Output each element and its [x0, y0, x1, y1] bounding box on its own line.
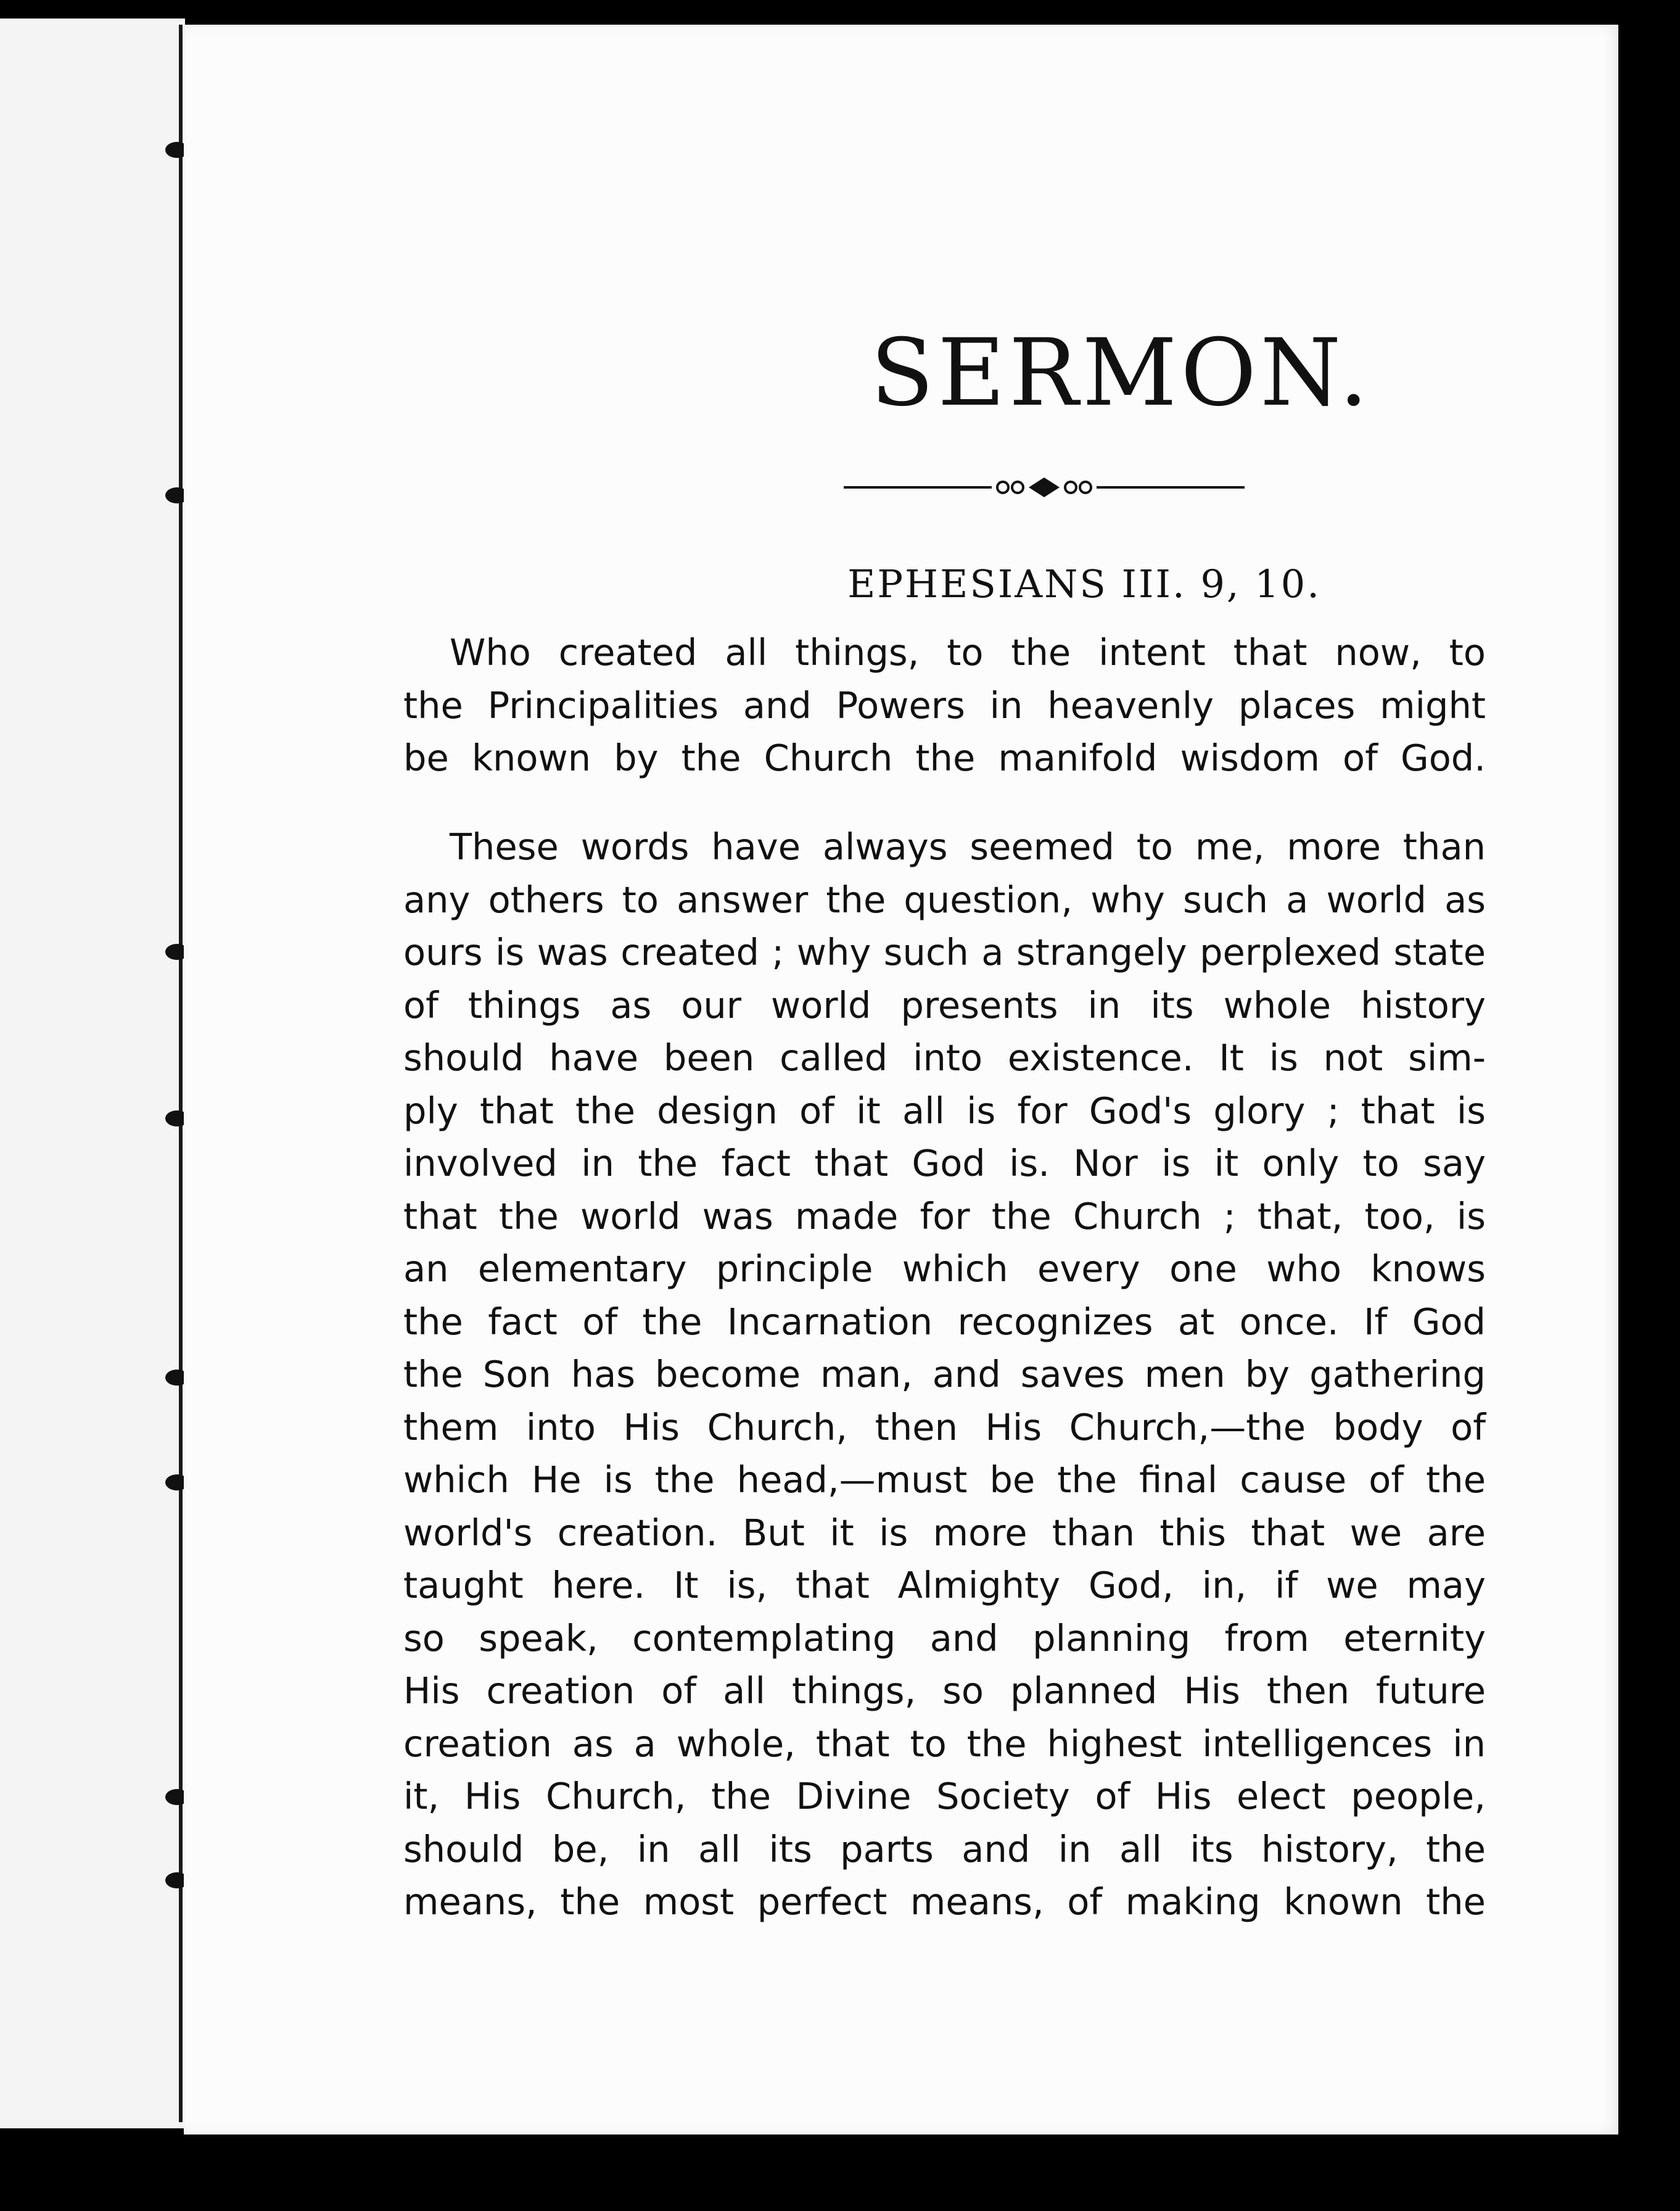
page-title: SERMON.: [870, 320, 1372, 427]
body-line: means, the most perfect means, of making known the: [403, 1880, 1486, 1923]
binding-gutter: [0, 19, 185, 2128]
sermon-body: [403, 820, 1486, 1928]
scripture-reference: EPHESIANS III. 9, 10.: [847, 561, 1321, 606]
verse-line: be known by the Church the manifold wisdom of God.: [403, 737, 1486, 779]
verse-line: Who created all things, to the intent that now, to: [450, 631, 1486, 674]
body-line: should have been called into existence. It is not sim-: [403, 1036, 1486, 1079]
body-line: taught here. It is, that Almighty God, in, if we may: [403, 1564, 1486, 1606]
body-line: any others to answer the question, why such a world as: [403, 878, 1486, 921]
binding-spine: [179, 25, 183, 2122]
verse-line: the Principalities and Powers in heavenly places might: [403, 684, 1486, 727]
verse-text: [403, 626, 1486, 785]
body-line: These words have always seemed to me, more than: [450, 825, 1486, 868]
body-line: of things as our world presents in its whole history: [403, 983, 1486, 1027]
ornament-divider: [844, 469, 1245, 506]
body-line: ours is was created ; why such a strangely perplexed state: [403, 931, 1486, 973]
body-line: His creation of all things, so planned His then future: [403, 1669, 1486, 1712]
body-line: should be, in all its parts and in all its history, the: [403, 1827, 1486, 1870]
book-page: [184, 25, 1618, 2135]
body-line: ply that the design of it all is for God's glory ; that is: [403, 1089, 1486, 1132]
body-line: world's creation. But it is more than this that we are: [403, 1511, 1486, 1554]
body-line: that the world was made for the Church ; that, too, is: [403, 1194, 1486, 1238]
body-line: the fact of the Incarnation recognizes at once. If God: [403, 1300, 1486, 1343]
body-line: so speak, contemplating and planning from eternity: [403, 1616, 1486, 1659]
body-line: the Son has become man, and saves men by gathering: [403, 1353, 1486, 1395]
body-line: it, His Church, the Divine Society of His elect people,: [403, 1775, 1486, 1817]
body-line: involved in the fact that God is. Nor is it only to say: [403, 1142, 1486, 1184]
body-line: them into His Church, then His Church,—the body of: [403, 1405, 1486, 1449]
body-line: an elementary principle which every one who knows: [403, 1247, 1486, 1290]
body-line: creation as a whole, that to the highest intelligences in: [403, 1722, 1486, 1765]
body-line: which He is the head,—must be the final cause of the: [403, 1458, 1486, 1501]
